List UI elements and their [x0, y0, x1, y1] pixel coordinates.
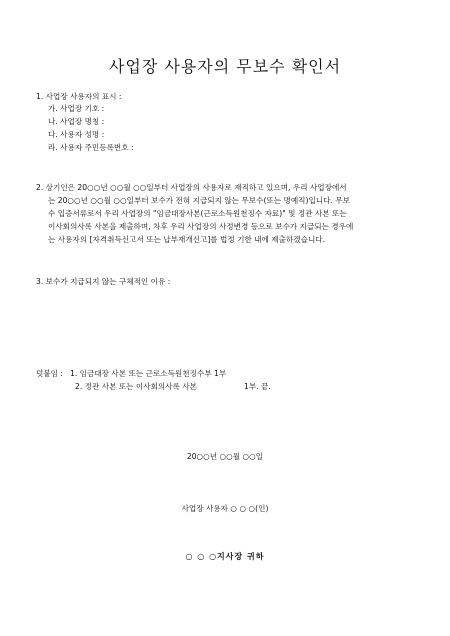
document-title: 사업장 사용자의 무보수 확인서 [108, 57, 342, 76]
section1-item-resident-number: 라. 사용자 주민등록번호 : [48, 143, 134, 152]
section1-heading: 1. 사업장 사용자의 표시 : [36, 92, 122, 101]
section1-item-workplace-code: 가. 사업장 기호 : [48, 104, 105, 113]
section1-item-employer-name: 다. 사용자 성명 : [48, 130, 105, 139]
section1-item-workplace-name: 나. 사업장 명칭 : [48, 117, 105, 126]
attachments-label: 덧붙임 : [36, 369, 63, 378]
document-date: 20○○년 ○○월 ○○일 [186, 452, 264, 461]
employer-signature: 사업장 사용자 ○ ○ ○(인) [181, 504, 269, 513]
attachment-item-2: 2. 정관 사본 또는 이사회의사록 사본 [75, 382, 198, 391]
section2-line: 이사회의사록 사본을 제출하며, 차후 우리 사업장의 사정변경 등으로 보수가 지급되는 경우에 [48, 222, 354, 231]
section2-line: 는 20○○년 ○○월 ○○일부터 보수가 전혀 지급되지 않는 무보수(또는 명예직)입니다. 무보 [48, 196, 350, 205]
section2-paragraph [36, 181, 426, 246]
section2-line: 는 사용자의 [자격취득신고서 또는 납부재개신고]를 법정 기한 내에 제출하겠습니다. [48, 235, 326, 244]
attachment-item-2-quantity: 1부. 끝. [244, 382, 271, 391]
section2-line: 2. 상기인은 20○○년 ○○월 ○○일부터 사업장의 사용자로 재직하고 있으며, 우리 사업장에서 [36, 183, 347, 192]
attachment-item-1: 1. 임금대장 사본 또는 근로소득원천징수부 1부 [70, 369, 227, 378]
section3-heading: 3. 보수가 지급되지 않는 구체적인 이유 : [36, 277, 171, 286]
section2-line: 수 입증서류로서 우리 사업장의 "임금대장사본(근로소득원천징수 자료)" 및 정관 사본 또는 [48, 209, 347, 218]
addressee: ○ ○ ○지사장 귀하 [185, 552, 265, 561]
